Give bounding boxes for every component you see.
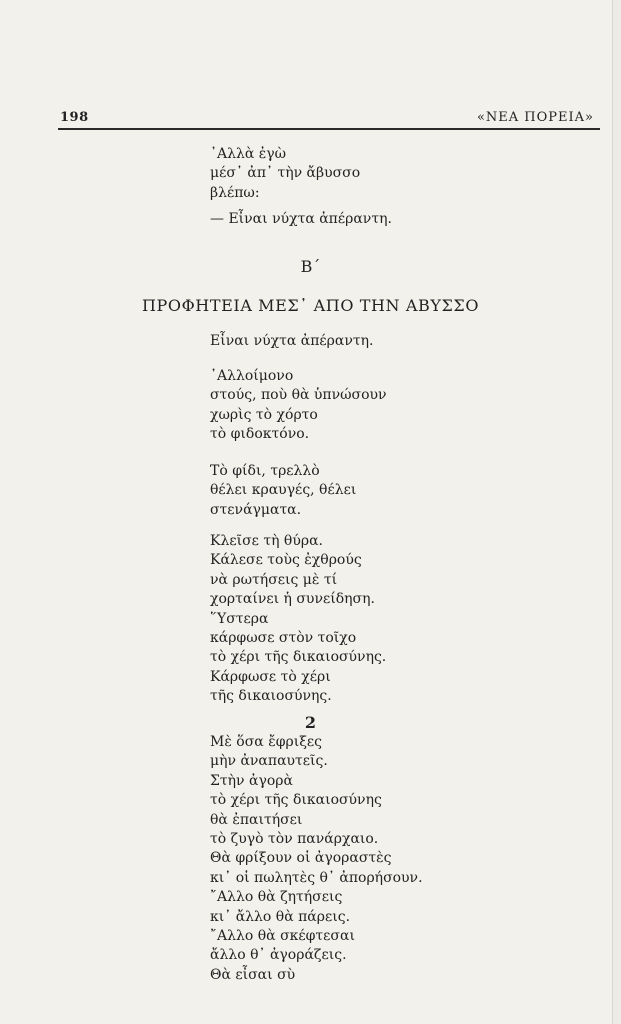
poem-line: μέσ᾿ ἀπ᾿ τὴν ἄβυσσο — [210, 165, 361, 182]
section-heading: ΠΡΟΦΗΤΕΙΑ ΜΕΣ᾿ ΑΠΟ ΤΗΝ ΑΒΥΣΣΟ — [141, 296, 480, 315]
section-stanza-1 — [210, 332, 590, 351]
poem-line: θέλει κραυγές, θέλει — [210, 482, 357, 499]
poem-line: Θὰ εἶσαι σὺ — [210, 966, 296, 983]
section-stanza-2 — [210, 367, 590, 445]
poem-line: ᾿Αλλοίμονο — [210, 368, 294, 384]
poem-line: Κάλεσε τοὺς ἐχθρούς — [210, 552, 362, 569]
poem-line: θὰ ἐπαιτήσει — [210, 811, 303, 828]
poem-line: τὸ ζυγὸ τὸν πανάρχαιο. — [210, 831, 379, 848]
poem-line: βλέπω: — [210, 184, 260, 201]
opening-stanza-1 — [210, 145, 590, 203]
poem-line: κι᾿ ἄλλο θὰ πάρεις. — [210, 908, 351, 925]
poem-line: Θὰ φρίξουν οἱ ἀγοραστὲς — [210, 850, 392, 867]
part2-stanza — [210, 733, 590, 985]
poem-line: Μὲ ὅσα ἔφριξες — [210, 734, 323, 750]
poem-line: μὴν ἀναπαυτεῖς. — [210, 753, 328, 770]
poem-line: Κλεῖσε τὴ θύρα. — [210, 533, 323, 549]
poem-line: στούς, ποὺ θὰ ὑπνώσουν — [210, 387, 387, 404]
page-number: 198 — [60, 110, 89, 125]
journal-title: «ΝΕΑ ΠΟΡΕΙΑ» — [476, 110, 594, 125]
poem-line: ῎Αλλο θὰ ζητήσεις — [210, 889, 343, 906]
poem-line: κι᾿ οἱ πωλητὲς θ᾿ ἀπορήσουν. — [210, 869, 423, 886]
section-stanza-4 — [210, 532, 590, 707]
poem-line: στενάγματα. — [210, 501, 302, 518]
stanza-number: 2 — [304, 713, 317, 732]
poem-line: χορταίνει ἡ συνείδηση. — [210, 591, 375, 608]
opening-stanza-2 — [210, 210, 590, 229]
poem-line: χωρὶς τὸ χόρτο — [210, 406, 318, 423]
poem-line: ῞Υστερα — [210, 610, 269, 627]
poem-line: Κάρφωσε τὸ χέρι — [210, 668, 331, 685]
poem-line: τῆς δικαιοσύνης. — [210, 688, 332, 705]
running-head — [60, 110, 600, 126]
poem-line: κάρφωσε στὸν τοῖχο — [210, 630, 357, 647]
poem-line: τὸ φιδοκτόνο. — [210, 426, 310, 443]
poem-line: Τὸ φίδι, τρελλὸ — [210, 463, 320, 479]
poem-line: τὸ χέρι τῆς δικαιοσύνης. — [210, 649, 387, 666]
poem-line: νὰ ρωτήσεις μὲ τί — [210, 571, 338, 588]
section-mark: Β΄ — [300, 257, 321, 276]
section-stanza-3 — [210, 462, 590, 520]
poem-line: Εἶναι νύχτα ἀπέραντη. — [210, 333, 374, 349]
poem-line: ᾿Αλλὰ ἐγὼ — [210, 146, 287, 162]
poem-line: — Εἶναι νύχτα ἀπέραντη. — [210, 211, 392, 227]
poem-line: τὸ χέρι τῆς δικαιοσύνης — [210, 792, 382, 809]
poem-line: ἄλλο θ᾿ ἀγοράζεις. — [210, 947, 347, 964]
poem-line: ῎Αλλο θὰ σκέφτεσαι — [210, 928, 355, 945]
header-rule — [58, 128, 600, 130]
poem-line: Στὴν ἀγορὰ — [210, 772, 293, 789]
